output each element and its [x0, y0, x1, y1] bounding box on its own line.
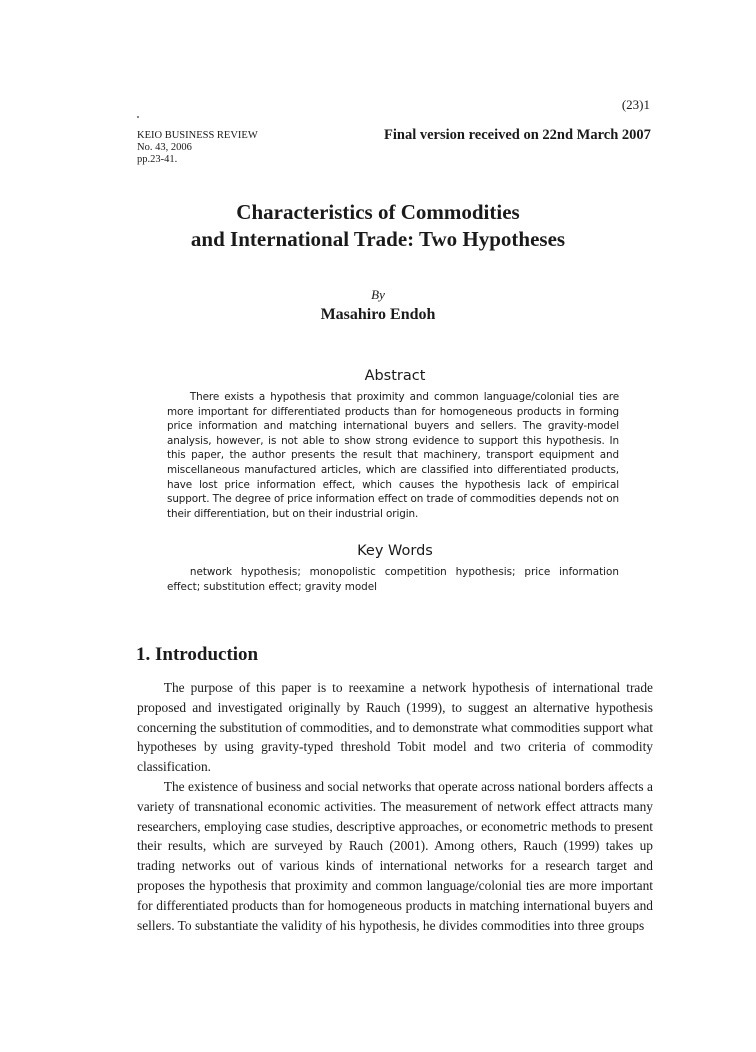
- by-label: By: [371, 287, 385, 302]
- title-line-1: Characteristics of Commodities: [236, 200, 520, 224]
- intro-paragraph: The purpose of this paper is to reexamine a network hypothesis of international trade proposed and investigated originally by Rauch (1999), to suggest an alternative hypothesis concerning the substitution of commodities, and to demonstrate what commodities support what hypotheses by using gravity-typed threshold Tobit model and two criteria of commodity classification.: [137, 680, 653, 775]
- received-note: Final version received on 22nd March 2007: [384, 127, 651, 143]
- intro-paragraph: The existence of business and social networks that operate across national borders affects a variety of transnational economic activities. The measurement of network effect attracts many researchers, employing case studies, descriptive approaches, or econometric methods to present their results, which are surveyed by Rauch (2001). Among others, Rauch (1999) takes up trading networks out of various kinds of international networks for a research target and proposes the hypothesis that proximity and common language/colonial ties are more important for differentiated products than for homogeneous products in matching international buyers and sellers. To substantiate the validity of his hypothesis, he divides commodities into three groups: [137, 778, 653, 933]
- journal-name: KEIO BUSINESS REVIEW: [137, 130, 258, 141]
- abstract-body: There exists a hypothesis that proximity and common language/colonial ties are more important for differentiated products than for homogeneous products in forming price information and matching international buyers and sellers. The gravity-model analysis, however, is not able to show strong evidence to support this hypothesis. In this paper, the author presents the result that machinery, transport equipment and miscellaneous manufactured articles, which are classified into differentiated products, have lost price information effect, which causes the hypothesis lack of empirical support. The degree of price information effect on trade of commodities depends not on their differentiation, but on their industrial origin.: [167, 391, 619, 520]
- title-line-2: and International Trade: Two Hypotheses: [190, 227, 566, 251]
- journal-issue: No. 43, 2006: [137, 142, 192, 153]
- keywords-body: network hypothesis; monopolistic competition hypothesis; price information effect; substitution effect; gravity model: [167, 566, 619, 593]
- author-name: Masahiro Endoh: [320, 306, 436, 323]
- scan-speck: [137, 116, 139, 118]
- introduction-body: [137, 678, 653, 935]
- journal-info: [137, 130, 258, 166]
- journal-pages: pp.23-41.: [137, 154, 178, 165]
- keywords-heading: Key Words: [357, 543, 433, 559]
- paper-title: [0, 199, 756, 253]
- page-number: (23)1: [621, 97, 650, 112]
- abstract-heading: Abstract: [364, 368, 426, 384]
- section-heading-introduction: 1. Introduction: [136, 644, 259, 665]
